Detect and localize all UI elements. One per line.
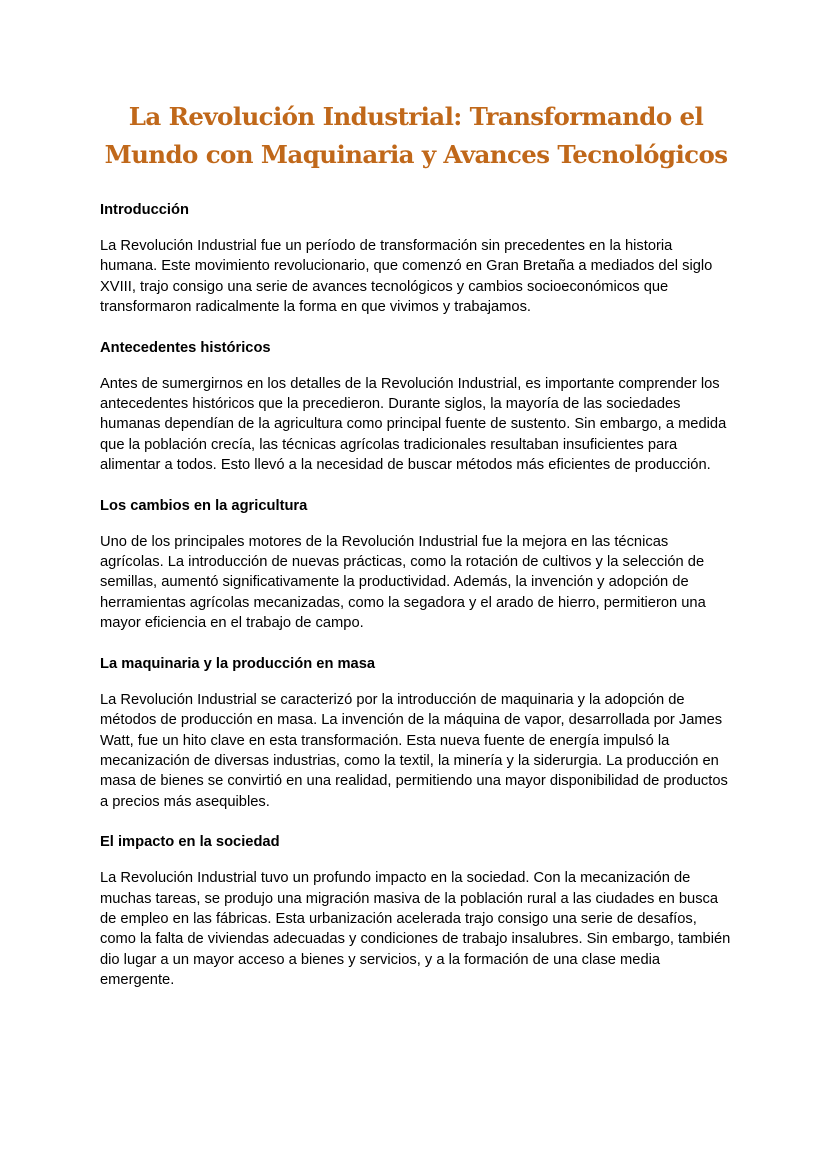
section-paragraph: La Revolución Industrial se caracterizó por la introducción de maquinaria y la adopción de métodos de producción en masa. La invención de la máquina de vapor, desarrollada por James Watt, fue un hito clave en esta transformación. Esta nueva fuente de energía impulsó la mecanización de diversas industrias, como la textil, la minería y la siderurgia. La producción en masa de bienes se convirtió en una realidad, permitiendo una mayor disponibilidad de productos a precios más asequibles. (100, 691, 728, 810)
section-heading: El impacto en la sociedad (100, 834, 280, 851)
section-impacto-sociedad (100, 832, 732, 990)
section-cambios-agricultura (100, 496, 732, 634)
section-paragraph: Uno de los principales motores de la Revolución Industrial fue la mejora en las técnicas agrícolas. La introducción de nuevas prácticas, como la rotación de cultivos y la selección de semillas, aumentó significativamente la productividad. Además, la invención y adopción de herramientas agrícolas mecanizadas, como la segadora y el arado de hierro, permitieron una mayor eficiencia en el trabajo de campo. (100, 533, 706, 632)
section-heading: Introducción (100, 202, 189, 218)
section-antecedentes-historicos (100, 338, 732, 476)
section-heading: La maquinaria y la producción en masa (100, 655, 376, 672)
section-paragraph: La Revolución Industrial tuvo un profundo impacto en la sociedad. Con la mecanización de muchas tareas, se produjo una migración masiva de la población rural a las ciudades en busca de empleo en las fábricas. Esta urbanización acelerada trajo consigo una serie de desafíos, como la falta de viviendas adecuadas y condiciones de trabajo insalubres. Sin embargo, también dio lugar a un mayor acceso a bienes y servicios, y a la formación de una clase media emergente. (100, 870, 731, 989)
section-paragraph: Antes de sumergirnos en los detalles de la Revolución Industrial, es importante comprender los antecedentes históricos que la precedieron. Durante siglos, la mayoría de las sociedades humanas dependían de la agricultura como principal fuente de sustento. Sin embargo, a medida que la población crecía, las técnicas agrícolas tradicionales resultaban insuficientes para alimentar a todos. Esto llevó a la necesidad de buscar métodos más eficientes de producción. (100, 375, 727, 474)
section-paragraph: La Revolución Industrial fue un período de transformación sin precedentes en la historia humana. Este movimiento revolucionario, que comenzó en Gran Bretaña a mediados del siglo XVIII, trajo consigo una serie de avances tecnológicos y cambios socioeconómicos que transformaron radicalmente la forma en que vivimos y trabajamos. (100, 238, 713, 316)
section-maquinaria-produccion (100, 654, 732, 812)
section-heading: Los cambios en la agricultura (100, 497, 308, 514)
section-heading: Antecedentes históricos (100, 339, 271, 356)
section-introduccion (100, 200, 732, 318)
document-title: La Revolución Industrial: Transformando el Mundo con Maquinaria y Avances Tecnológicos (104, 102, 728, 169)
